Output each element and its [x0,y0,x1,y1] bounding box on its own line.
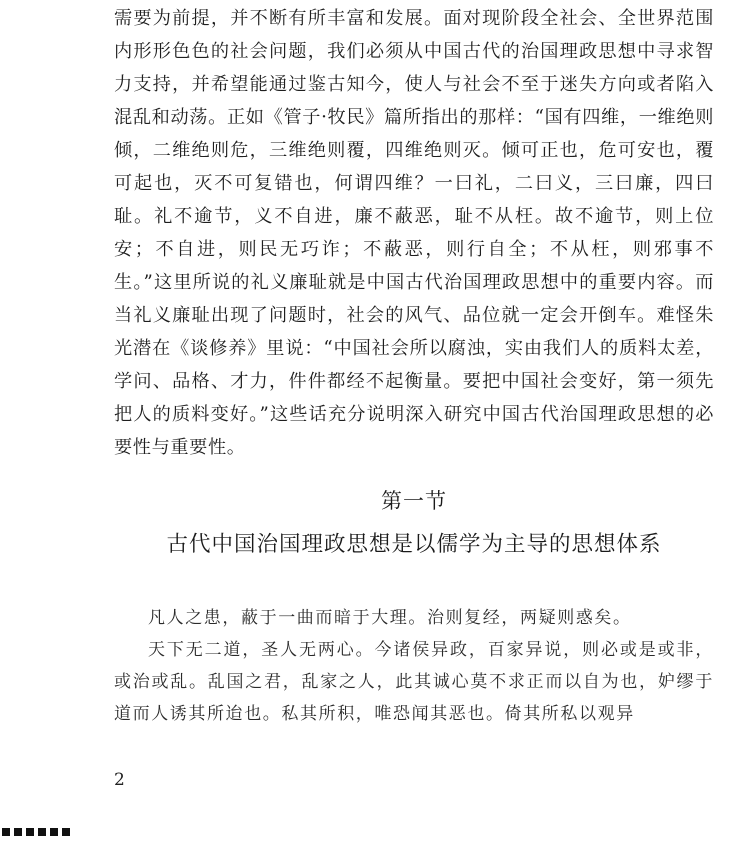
section-title: 第一节 [381,489,447,513]
footer-mark [2,828,10,836]
classical-quote [114,602,714,730]
section-subtitle: 古代中国治国理政思想是以儒学为主导的思想体系 [166,532,662,557]
quote-line-2: 天下无二道，圣人无两心。今诸侯异政，百家异说，则必或是或非，或治或乱。乱国之君，乱家之人，此其诚心莫不求正而以自为也，妒缪于道而人诱其所迨也。私其所积，唯恐闻其恶也。倚其所私以观异 [114,640,714,724]
footer-mark [62,828,70,836]
quote-line-1: 凡人之患，蔽于一曲而暗于大理。治则复经，两疑则惑矣。 [148,608,632,628]
page-number: 2 [114,770,125,790]
footer-mark [26,828,34,836]
footer-mark [14,828,22,836]
footer-marks [2,828,70,836]
body-paragraph: 需要为前提，并不断有所丰富和发展。面对现阶段全社会、全世界范围内形形色色的社会问题，我们必须从中国古代的治国理政思想中寻求智力支持，并希望能通过鉴古知今，使人与社会不至于迷失方向或者陷入混乱和动荡。正如《管子·牧民》篇所指出的那样：“国有四维，一维绝则倾，二维绝则危，三维绝则覆，四维绝则灭。倾可正也，危可安也，覆可起也，灭不可复错也，何谓四维？一曰礼，二曰义，三曰廉，四曰耻。礼不逾节，义不自进，廉不蔽恶，耻不从枉。故不逾节，则上位安；不自进，则民无巧诈；不蔽恶，则行自全；不从枉，则邪事不生。”这里所说的礼义廉耻就是中国古代治国理政思想中的重要内容。而当礼义廉耻出现了问题时，社会的风气、品位就一定会开倒车。难怪朱光潜在《谈修养》里说：“中国社会所以腐浊，实由我们人的质料太差，学问、品格、才力，件件都经不起衡量。要把中国社会变好，第一须先把人的质料变好。”这些话充分说明深入研究中国古代治国理政思想的必要性与重要性。 [114,8,714,458]
footer-mark [38,828,46,836]
body-text [114,2,714,464]
footer-mark [50,828,58,836]
